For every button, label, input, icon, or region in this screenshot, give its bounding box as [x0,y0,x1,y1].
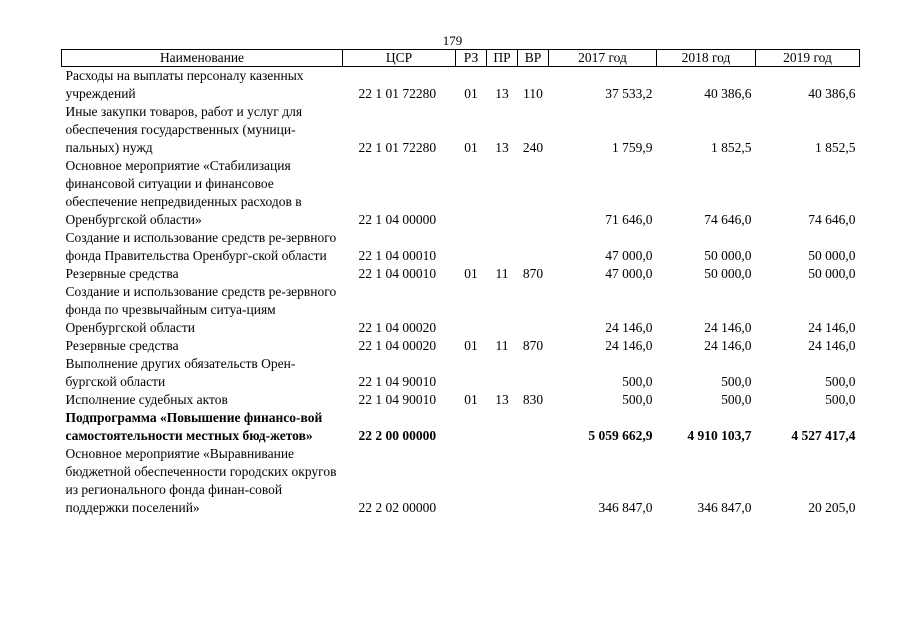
row-csr: 22 1 01 72280 [358,86,437,101]
row-2019: 20 205,0 [808,500,856,515]
row-pr [487,355,518,391]
header-rz: РЗ [456,50,487,67]
row-pr [487,157,518,229]
row-2018: 50 000,0 [704,248,752,263]
row-rz: 01 [464,140,478,155]
row-2018: 50 000,0 [704,266,752,281]
row-vr [518,445,549,517]
row-pr [487,229,518,265]
header-vr: ВР [518,50,549,67]
row-vr: 110 [523,86,543,101]
row-csr: 22 2 02 00000 [358,500,437,515]
row-2018: 24 146,0 [704,338,752,353]
row-2017: 346 847,0 [598,500,653,515]
row-csr: 22 1 04 00010 [358,248,437,263]
row-name: Подпрограмма «Повышение финансо-вой самостоятельности местных бюд-жетов» [65,410,323,443]
row-name: Исполнение судебных актов [65,392,228,407]
row-2019: 500,0 [825,374,856,389]
row-2017: 24 146,0 [605,320,653,335]
row-name: Расходы на выплаты персоналу казенных учреждений [65,68,304,101]
table-row [62,283,860,337]
row-pr [487,409,518,445]
row-name: Создание и использование средств ре-зервного фонда Правительства Оренбург-ской области [65,230,337,263]
row-2018: 4 910 103,7 [687,428,752,443]
row-vr [518,157,549,229]
row-2018: 24 146,0 [704,320,752,335]
row-2019: 1 852,5 [815,140,856,155]
row-csr: 22 1 01 72280 [358,140,437,155]
header-name: Наименование [62,50,343,67]
row-2019: 4 527 417,4 [791,428,856,443]
row-vr [518,229,549,265]
row-rz: 01 [464,338,478,353]
row-2019: 40 386,6 [808,86,856,101]
row-name: Создание и использование средств ре-зервного фонда по чрезвычайным ситуа-циям Оренбургской области [65,284,337,335]
table-row [62,337,860,355]
row-csr: 22 1 04 00020 [358,320,437,335]
row-vr: 870 [522,338,544,353]
row-pr: 11 [495,338,509,353]
row-pr: 13 [495,140,509,155]
row-vr [518,355,549,391]
row-rz [456,445,487,517]
table-row [62,391,860,409]
table-row [62,229,860,265]
header-pr: ПР [487,50,518,67]
table-row [62,265,860,283]
row-rz [456,355,487,391]
table-row [62,445,860,517]
row-2018: 74 646,0 [704,212,752,227]
row-2018: 500,0 [721,374,752,389]
header-2017: 2017 год [549,50,657,67]
header-csr: ЦСР [343,50,456,67]
row-pr: 13 [495,392,509,407]
row-2019: 74 646,0 [808,212,856,227]
table-row [62,355,860,391]
header-2019: 2019 год [756,50,860,67]
row-2017: 47 000,0 [605,266,653,281]
row-2017: 24 146,0 [605,338,653,353]
row-name: Основное мероприятие «Стабилизация финансовой ситуации и финансовое обеспечение непредвиденных расходов в Оренбургской области» [65,158,302,227]
row-rz: 01 [464,86,478,101]
row-vr: 240 [522,140,544,155]
row-2019: 24 146,0 [808,320,856,335]
row-2019: 50 000,0 [808,248,856,263]
table-row [62,157,860,229]
table-row-subprogram [62,409,860,445]
row-2017: 500,0 [622,392,653,407]
row-name: Иные закупки товаров, работ и услуг для обеспечения государственных (муници-пальных) нужд [65,104,303,155]
budget-table [61,49,860,517]
row-csr: 22 1 04 90010 [358,392,437,407]
row-2019: 500,0 [825,392,856,407]
row-2017: 1 759,9 [612,140,653,155]
row-2017: 500,0 [622,374,653,389]
row-vr [518,283,549,337]
row-csr: 22 2 00 00000 [358,428,437,443]
row-pr [487,445,518,517]
row-2017: 71 646,0 [605,212,653,227]
row-name: Резервные средства [65,338,179,353]
row-name: Выполнение других обязательств Орен-бургской области [65,356,296,389]
row-rz: 01 [464,266,478,281]
row-vr: 870 [522,266,544,281]
row-2017: 5 059 662,9 [588,428,653,443]
header-2018: 2018 год [657,50,756,67]
table-header-row [62,50,860,67]
row-csr: 22 1 04 00020 [358,338,437,353]
row-rz [456,409,487,445]
row-pr: 11 [495,266,509,281]
row-vr [518,409,549,445]
row-rz: 01 [464,392,478,407]
row-2018: 40 386,6 [704,86,752,101]
row-csr: 22 1 04 90010 [358,374,437,389]
row-csr: 22 1 04 00000 [358,212,437,227]
row-name: Основное мероприятие «Выравнивание бюджетной обеспеченности городских округов из регионального фонда финан-совой поддержки поселений» [65,446,337,515]
row-pr [487,283,518,337]
row-2019: 50 000,0 [808,266,856,281]
row-2018: 1 852,5 [711,140,752,155]
row-rz [456,229,487,265]
row-rz [456,157,487,229]
row-2018: 500,0 [721,392,752,407]
row-2017: 37 533,2 [605,86,653,101]
row-name: Резервные средства [65,266,179,281]
table-row [62,67,860,104]
page-number: 179 [442,33,463,48]
table-row [62,103,860,157]
row-2019: 24 146,0 [808,338,856,353]
row-vr: 830 [522,392,544,407]
row-csr: 22 1 04 00010 [358,266,437,281]
row-2017: 47 000,0 [605,248,653,263]
row-rz [456,283,487,337]
row-2018: 346 847,0 [697,500,752,515]
row-pr: 13 [495,86,509,101]
